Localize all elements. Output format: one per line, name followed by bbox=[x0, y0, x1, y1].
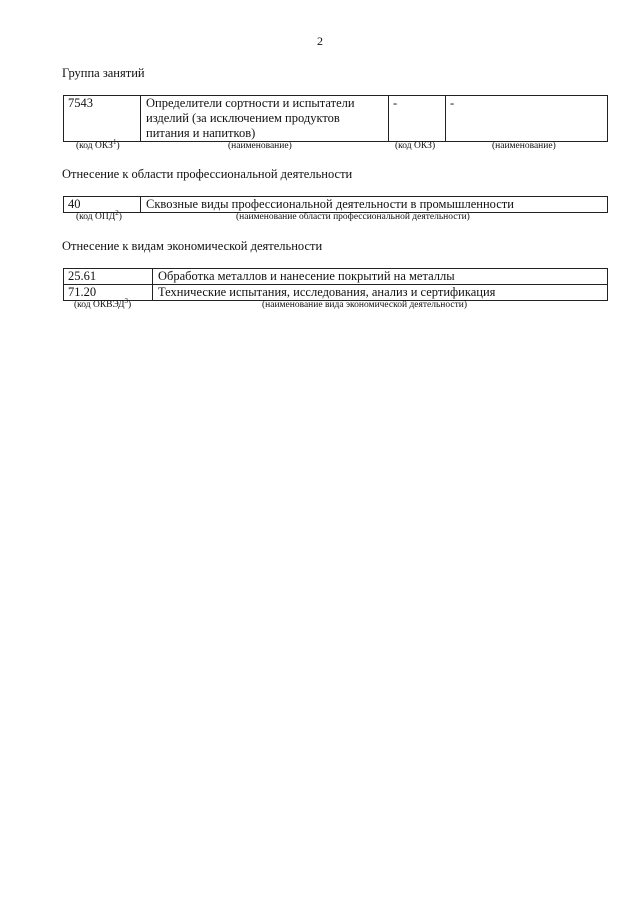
opd-code-caption: (код ОПД$^2$) bbox=[76, 208, 122, 222]
table-row bbox=[64, 197, 608, 213]
okz-name2-caption: (наименование) bbox=[492, 141, 556, 151]
okz-name2-cell: - bbox=[446, 96, 608, 142]
occupation-group-table bbox=[63, 95, 608, 142]
professional-area-table bbox=[63, 196, 608, 213]
okved-name-cell: Технические испытания, исследования, анализ и сертификация bbox=[153, 285, 608, 301]
opd-name-caption: (наименование области профессиональной деятельности) bbox=[236, 212, 470, 222]
okz-code2-cell: - bbox=[389, 96, 446, 142]
opd-code-cell: 40 bbox=[64, 197, 141, 213]
table-row bbox=[64, 96, 608, 142]
economic-activities-title: Отнесение к видам экономической деятельности bbox=[62, 239, 323, 253]
table-row bbox=[64, 269, 608, 285]
okz-name-caption: (наименование) bbox=[228, 141, 292, 151]
okz-code-caption: (код ОКЗ$^1$) bbox=[76, 137, 120, 151]
okved-code-caption: (код ОКВЭД$^3$) bbox=[74, 296, 132, 310]
table-row bbox=[64, 285, 608, 301]
okved-code-cell: 71.20 bbox=[64, 285, 153, 301]
occupation-group-title: Группа занятий bbox=[62, 66, 145, 80]
opd-name-cell: Сквозные виды профессиональной деятельности в промышленности bbox=[141, 197, 608, 213]
okved-code-cell: 25.61 bbox=[64, 269, 153, 285]
okz-name-cell: Определители сортности и испытатели изделий (за исключением продуктов питания и напитков) bbox=[141, 96, 389, 142]
page-number: 2 bbox=[317, 34, 323, 48]
okved-name-cell: Обработка металлов и нанесение покрытий на металлы bbox=[153, 269, 608, 285]
professional-area-title: Отнесение к области профессиональной деятельности bbox=[62, 167, 353, 181]
okved-name-caption: (наименование вида экономической деятельности) bbox=[262, 300, 467, 310]
economic-activities-table bbox=[63, 268, 608, 301]
okz-code-cell: 7543 bbox=[64, 96, 141, 142]
okz-code2-caption: (код ОКЗ) bbox=[395, 141, 436, 151]
